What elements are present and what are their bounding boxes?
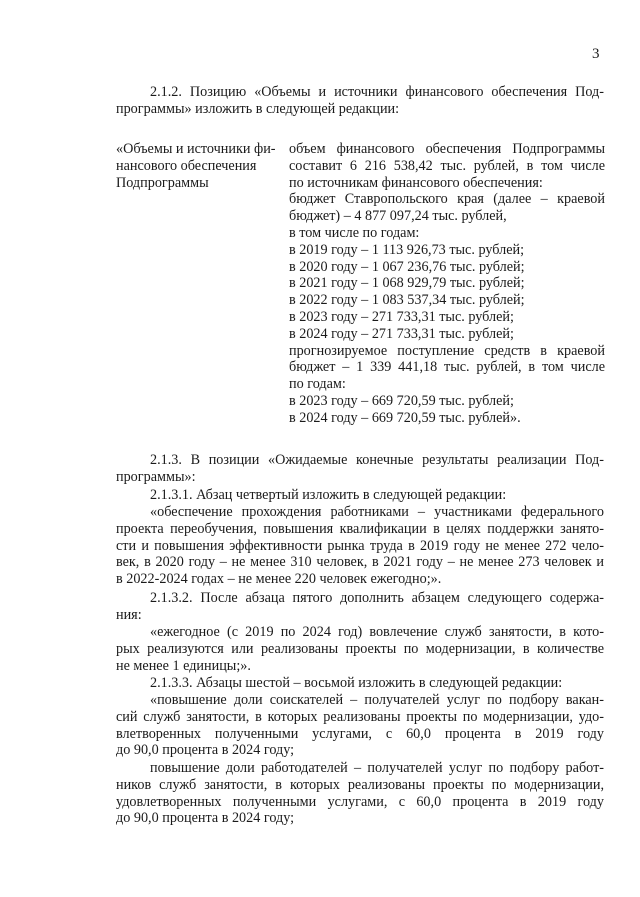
section-2-1-3-2 — [116, 590, 604, 624]
text-line: проекта переобучения, повышения квалификации в целях поддержки занято- — [116, 520, 604, 537]
text-line: рых реализуются или реализованы проекты по модернизации, в количестве — [116, 640, 604, 657]
text-line: ния: — [116, 606, 142, 623]
section-2-1-2 — [116, 84, 604, 118]
text-line: Подпрограммы — [116, 174, 209, 191]
section-2-1-3-3 — [116, 675, 604, 692]
text-line: 2.1.3. В позиции «Ожидаемые конечные результаты реализации Под- — [150, 452, 604, 468]
text-line: программы»: — [116, 468, 196, 485]
text-line: 2.1.2. Позицию «Объемы и источники финансового обеспечения Под- — [150, 84, 604, 100]
text-line: ников служб занятости, в которых реализованы проекты по модернизации, — [116, 776, 604, 793]
text-line: в 2023 году – 669 720,59 тыс. рублей; — [289, 392, 514, 409]
section-2-1-3 — [116, 452, 604, 486]
text-line: бюджет – 1 339 441,18 тыс. рублей, в том числе — [289, 359, 605, 376]
text-line: объем финансового обеспечения Подпрограммы — [289, 141, 605, 157]
text-line: не менее 1 единицы;». — [116, 657, 251, 674]
text-line: в 2022 году – 1 083 537,34 тыс. рублей; — [289, 292, 525, 309]
text-line: бюджет) – 4 877 097,24 тыс. рублей, — [289, 208, 507, 225]
text-line: по годам: — [289, 376, 346, 393]
text-line: прогнозируемое поступление средств в краевой — [289, 342, 605, 359]
text-line: в 2024 году – 669 720,59 тыс. рублей». — [289, 409, 521, 426]
text-line: 2.1.3.2. После абзаца пятого дополнить абзацем следующего содержа- — [150, 590, 604, 606]
text-line: повышение доли работодателей – получателей услуг по подбору работ- — [150, 760, 604, 776]
table-right-cell — [289, 141, 605, 427]
text-line: в 2024 году – 271 733,31 тыс. рублей; — [289, 325, 514, 342]
quote-paragraph-4 — [116, 760, 604, 827]
table-left-cell — [116, 141, 281, 191]
text-line: влетворенных полученными услугами, с 60,0 процента в 2019 году — [116, 725, 604, 742]
text-line: до 90,0 процента в 2024 году; — [116, 810, 295, 827]
text-line: 2.1.3.1. Абзац четвертый изложить в следующей редакции: — [150, 487, 507, 503]
text-line: век, в 2020 году – не менее 310 человек, в 2021 году – не менее 273 человек и — [116, 554, 604, 571]
text-line: бюджет Ставропольского края (далее – краевой — [289, 191, 605, 208]
text-line: по источникам финансового обеспечения: — [289, 174, 543, 191]
text-line: в том числе по годам: — [289, 224, 420, 241]
text-line: составит 6 216 538,42 тыс. рублей, в том числе — [289, 157, 605, 174]
text-line: сий служб занятости, в которых реализованы проекты по модернизации, удо- — [116, 708, 604, 725]
text-line: «повышение доли соискателей – получателей услуг по подбору вакан- — [150, 692, 604, 708]
quote-paragraph-1 — [116, 504, 604, 588]
text-line: до 90,0 процента в 2024 году; — [116, 742, 295, 759]
page-number: 3 — [592, 46, 600, 62]
quote-paragraph-2 — [116, 624, 604, 674]
text-line: «ежегодное (с 2019 по 2024 год) вовлечение служб занятости, в кото- — [150, 624, 604, 640]
text-line: «обеспечение прохождения работниками – участниками федерального — [150, 504, 604, 520]
section-2-1-3-1 — [116, 487, 604, 504]
text-line: 2.1.3.3. Абзацы шестой – восьмой изложить в следующей редакции: — [150, 675, 563, 691]
text-line: нансового обеспечения — [116, 157, 257, 174]
text-line: в 2019 году – 1 113 926,73 тыс. рублей; — [289, 241, 525, 258]
text-line: сти и повышения эффективности рынка труда в 2019 году не менее 272 чело- — [116, 537, 604, 554]
text-line: в 2022-2024 годах – не менее 220 человек ежегодно;». — [116, 571, 442, 588]
text-line: программы» изложить в следующей редакции: — [116, 100, 400, 117]
text-line: в 2020 году – 1 067 236,76 тыс. рублей; — [289, 258, 525, 275]
text-line: в 2023 году – 271 733,31 тыс. рублей; — [289, 308, 514, 325]
text-line: удовлетворенных полученными услугами, с 60,0 процента в 2019 году — [116, 793, 604, 810]
text-line: «Объемы и источники фи- — [116, 141, 276, 157]
text-line: в 2021 году – 1 068 929,79 тыс. рублей; — [289, 275, 525, 292]
quote-paragraph-3 — [116, 692, 604, 759]
